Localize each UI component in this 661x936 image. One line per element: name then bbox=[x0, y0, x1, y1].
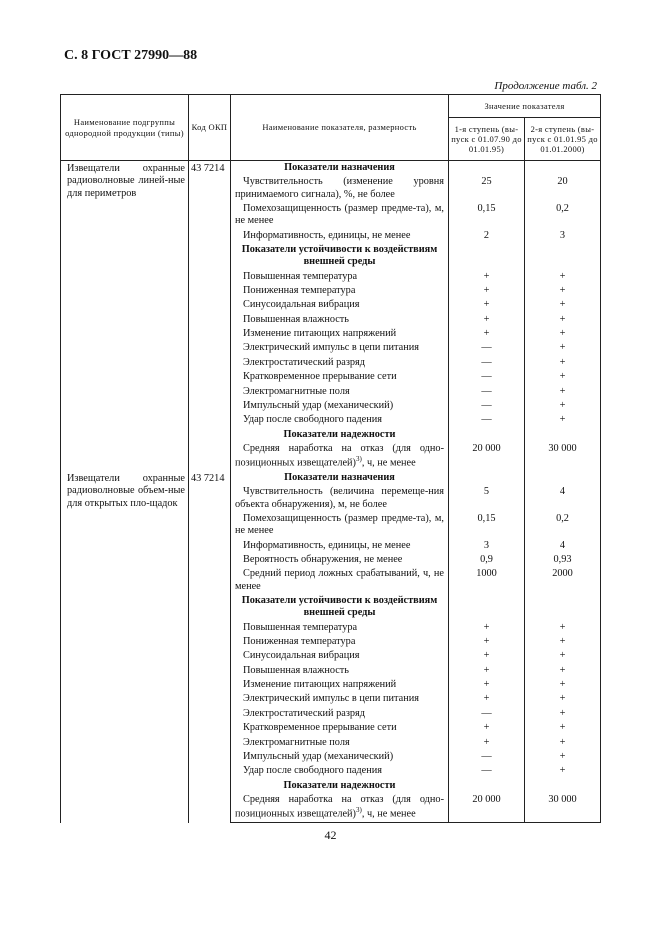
indicator-name bbox=[235, 554, 444, 566]
value-stage2: 0,93 bbox=[525, 553, 601, 567]
indicator-name bbox=[235, 708, 444, 720]
indicator-cell bbox=[231, 298, 449, 312]
indicator-cell bbox=[231, 721, 449, 735]
indicator-text: Чувствительность (величина перемеще-ния объекта обнаружения), м, не более bbox=[235, 486, 444, 510]
value-stage2: + bbox=[525, 664, 601, 678]
indicator-cell bbox=[231, 413, 449, 427]
section-heading bbox=[235, 472, 444, 484]
indicator-text: Электрический импульс в цепи питания bbox=[243, 342, 419, 354]
indicator-text: Вероятность обнаружения, не менее bbox=[243, 554, 403, 566]
indicator-text: Удар после свободного падения bbox=[243, 765, 382, 777]
value-stage1: + bbox=[449, 621, 525, 635]
value-stage2: 20 bbox=[525, 175, 601, 202]
value-stage1: + bbox=[449, 298, 525, 312]
indicator-text: Изменение питающих напряжений bbox=[243, 679, 397, 691]
indicator-name bbox=[235, 203, 444, 228]
indicator-name bbox=[235, 513, 444, 538]
indicator-cell bbox=[231, 385, 449, 399]
indicator-cell bbox=[231, 399, 449, 413]
indicator-name bbox=[235, 299, 444, 311]
value-stage1: 2 bbox=[449, 229, 525, 243]
value-stage2: 3 bbox=[525, 229, 601, 243]
indicator-name bbox=[235, 443, 444, 470]
value-stage1: 0,15 bbox=[449, 202, 525, 229]
value-stage2 bbox=[525, 428, 601, 442]
col-header-group: Наименование подгруппы однородной продукции (типы) bbox=[61, 95, 189, 161]
indicator-name bbox=[235, 285, 444, 297]
indicator-cell bbox=[231, 341, 449, 355]
indicator-name bbox=[235, 357, 444, 369]
indicator-name bbox=[235, 679, 444, 691]
footnote-ref: 3) bbox=[355, 806, 362, 815]
col-header-stage2: 2-я ступень (вы-пуск с 01.01.95 до 01.01.2000) bbox=[525, 118, 601, 161]
value-stage2: 2000 bbox=[525, 567, 601, 594]
indicator-name bbox=[235, 751, 444, 763]
indicator-text: Пониженная температура bbox=[243, 636, 356, 648]
indicator-text: Средняя наработка на отказ (для одно-позиционных извещателей) bbox=[235, 442, 444, 469]
table-row bbox=[61, 471, 601, 485]
section-heading bbox=[235, 595, 444, 620]
value-stage2: + bbox=[525, 750, 601, 764]
section-heading-cell bbox=[231, 471, 449, 485]
value-stage2: + bbox=[525, 721, 601, 735]
indicator-name bbox=[235, 414, 444, 426]
indicator-text: Чувствительность (изменение уровня принимаемого сигнала), %, не более bbox=[235, 176, 444, 200]
value-stage2 bbox=[525, 594, 601, 621]
value-stage2: + bbox=[525, 635, 601, 649]
value-stage1: + bbox=[449, 692, 525, 706]
col-header-indicator: Наименование показателя, размерность bbox=[231, 95, 449, 161]
value-stage1: 0,9 bbox=[449, 553, 525, 567]
value-stage2 bbox=[525, 779, 601, 793]
indicator-name bbox=[235, 737, 444, 749]
indicator-text: Помехозащищенность (размер предме-та), м, не менее bbox=[235, 203, 444, 227]
indicator-name bbox=[235, 230, 444, 242]
indicator-cell bbox=[231, 442, 449, 471]
indicator-name bbox=[235, 693, 444, 705]
col-header-stage1: 1-я ступень (вы-пуск с 01.07.90 до 01.01.95) bbox=[449, 118, 525, 161]
indicator-text: Показатели надежности bbox=[283, 779, 396, 791]
indicator-text: Электрический импульс в цепи питания bbox=[243, 693, 419, 705]
section-heading-cell bbox=[231, 594, 449, 621]
value-stage2: 0,2 bbox=[525, 202, 601, 229]
indicator-name bbox=[235, 371, 444, 383]
value-stage2: + bbox=[525, 385, 601, 399]
indicator-name bbox=[235, 314, 444, 326]
product-group-name: Извещатели охранные радиоволновые линей-ные для периметров bbox=[61, 161, 189, 471]
indicator-name bbox=[235, 568, 444, 593]
indicator-text: Кратковременное прерывание сети bbox=[243, 371, 397, 383]
section-heading bbox=[235, 780, 444, 792]
section-heading-cell bbox=[231, 779, 449, 793]
indicator-name bbox=[235, 636, 444, 648]
value-stage2: + bbox=[525, 413, 601, 427]
value-stage2: + bbox=[525, 370, 601, 384]
indicator-cell bbox=[231, 707, 449, 721]
page-number: 42 bbox=[324, 828, 337, 842]
indicator-cell bbox=[231, 229, 449, 243]
value-stage2 bbox=[525, 161, 601, 176]
value-stage2: + bbox=[525, 678, 601, 692]
indicator-name bbox=[235, 176, 444, 201]
indicator-cell bbox=[231, 736, 449, 750]
indicator-text: Показатели назначения bbox=[284, 471, 395, 483]
indicator-text: Удар после свободного падения bbox=[243, 414, 382, 426]
indicator-text: Средний период ложных срабатываний, ч, не менее bbox=[235, 568, 444, 592]
section-heading-cell bbox=[231, 428, 449, 442]
value-stage1 bbox=[449, 594, 525, 621]
indicator-unit: , ч, не менее bbox=[361, 808, 416, 820]
indicator-text: Информативность, единицы, не менее bbox=[243, 229, 411, 241]
value-stage1: + bbox=[449, 284, 525, 298]
indicator-name bbox=[235, 665, 444, 677]
value-stage1: — bbox=[449, 413, 525, 427]
value-stage2: + bbox=[525, 736, 601, 750]
value-stage1: 3 bbox=[449, 539, 525, 553]
indicator-name bbox=[235, 342, 444, 354]
value-stage1: 1000 bbox=[449, 567, 525, 594]
value-stage1: — bbox=[449, 385, 525, 399]
value-stage1: + bbox=[449, 649, 525, 663]
indicator-name bbox=[235, 650, 444, 662]
value-stage1 bbox=[449, 779, 525, 793]
value-stage2 bbox=[525, 243, 601, 270]
indicator-text: Пониженная температура bbox=[243, 285, 356, 297]
indicator-cell bbox=[231, 539, 449, 553]
indicator-cell bbox=[231, 284, 449, 298]
section-heading bbox=[235, 244, 444, 269]
indicator-cell bbox=[231, 750, 449, 764]
value-stage2: + bbox=[525, 356, 601, 370]
indicator-name bbox=[235, 328, 444, 340]
value-stage2: 0,2 bbox=[525, 512, 601, 539]
value-stage1: — bbox=[449, 764, 525, 778]
indicator-cell bbox=[231, 649, 449, 663]
indicator-name bbox=[235, 765, 444, 777]
col-header-value: Значение показателя bbox=[449, 95, 601, 118]
value-stage1: — bbox=[449, 750, 525, 764]
value-stage1: + bbox=[449, 721, 525, 735]
value-stage1: — bbox=[449, 356, 525, 370]
value-stage1: + bbox=[449, 664, 525, 678]
value-stage2: + bbox=[525, 313, 601, 327]
table-row bbox=[61, 161, 601, 176]
indicator-text: Показатели назначения bbox=[284, 162, 395, 173]
indicator-cell bbox=[231, 485, 449, 512]
value-stage2: 4 bbox=[525, 485, 601, 512]
indicator-cell bbox=[231, 635, 449, 649]
indicator-text: Кратковременное прерывание сети bbox=[243, 722, 397, 734]
indicator-text: Повышенная температура bbox=[243, 270, 358, 282]
indicator-text: Информативность, единицы, не менее bbox=[243, 539, 411, 551]
value-stage1 bbox=[449, 243, 525, 270]
value-stage1: — bbox=[449, 341, 525, 355]
indicator-unit: , ч, не менее bbox=[361, 457, 416, 469]
col-header-code: Код ОКП bbox=[189, 95, 231, 161]
indicator-cell bbox=[231, 370, 449, 384]
indicator-cell bbox=[231, 202, 449, 229]
indicator-text: Синусоидальная вибрация bbox=[243, 650, 360, 662]
value-stage2: + bbox=[525, 284, 601, 298]
indicator-cell bbox=[231, 764, 449, 778]
indicator-cell bbox=[231, 692, 449, 706]
value-stage1: — bbox=[449, 399, 525, 413]
indicator-name bbox=[235, 622, 444, 634]
indicator-name bbox=[235, 794, 444, 821]
value-stage1: + bbox=[449, 678, 525, 692]
value-stage2: + bbox=[525, 764, 601, 778]
value-stage2: 30 000 bbox=[525, 793, 601, 823]
indicator-name bbox=[235, 486, 444, 511]
indicator-text: Повышенная температура bbox=[243, 621, 358, 633]
product-group-name: Извещатели охранные радиоволновые объем-ные для открытых пло-щадок bbox=[61, 471, 189, 823]
indicator-text: Показатели надежности bbox=[283, 428, 396, 440]
indicator-cell bbox=[231, 553, 449, 567]
value-stage2: + bbox=[525, 298, 601, 312]
value-stage1: 5 bbox=[449, 485, 525, 512]
indicator-cell bbox=[231, 356, 449, 370]
indicator-text: Электромагнитные поля bbox=[243, 736, 350, 748]
indicator-text: Импульсный удар (механический) bbox=[243, 399, 394, 411]
value-stage2: + bbox=[525, 621, 601, 635]
value-stage1 bbox=[449, 428, 525, 442]
value-stage1: 25 bbox=[449, 175, 525, 202]
indicator-cell bbox=[231, 512, 449, 539]
indicator-text: Электростатический разряд bbox=[243, 707, 366, 719]
okp-code: 43 7214 bbox=[189, 161, 231, 471]
value-stage1: 0,15 bbox=[449, 512, 525, 539]
indicator-cell bbox=[231, 621, 449, 635]
indicator-name bbox=[235, 540, 444, 552]
indicator-text: Электромагнитные поля bbox=[243, 385, 350, 397]
table-continuation-label: Продолжение табл. 2 bbox=[494, 80, 597, 92]
value-stage2: + bbox=[525, 327, 601, 341]
indicator-cell bbox=[231, 793, 449, 823]
indicator-cell bbox=[231, 175, 449, 202]
value-stage1 bbox=[449, 161, 525, 176]
value-stage1: 20 000 bbox=[449, 793, 525, 823]
section-heading bbox=[235, 162, 444, 174]
value-stage2: 4 bbox=[525, 539, 601, 553]
value-stage1 bbox=[449, 471, 525, 485]
indicator-name bbox=[235, 271, 444, 283]
indicator-name bbox=[235, 722, 444, 734]
indicator-text: Электростатический разряд bbox=[243, 356, 366, 368]
indicator-cell bbox=[231, 567, 449, 594]
indicator-cell bbox=[231, 313, 449, 327]
value-stage1: + bbox=[449, 313, 525, 327]
indicator-text: Показатели устойчивости к воздействиям внешней среды bbox=[241, 244, 438, 268]
value-stage2: + bbox=[525, 399, 601, 413]
okp-code: 43 7214 bbox=[189, 471, 231, 823]
indicator-name bbox=[235, 386, 444, 398]
section-heading-cell bbox=[231, 161, 449, 176]
value-stage2 bbox=[525, 471, 601, 485]
indicator-name bbox=[235, 400, 444, 412]
indicator-cell bbox=[231, 270, 449, 284]
indicator-cell bbox=[231, 664, 449, 678]
indicator-cell bbox=[231, 327, 449, 341]
value-stage1: + bbox=[449, 327, 525, 341]
indicator-text: Синусоидальная вибрация bbox=[243, 299, 360, 311]
value-stage1: — bbox=[449, 707, 525, 721]
indicator-text: Повышенная влажность bbox=[243, 664, 349, 676]
indicator-text: Показатели устойчивости к воздействиям внешней среды bbox=[241, 595, 438, 619]
indicator-text: Помехозащищенность (размер предме-та), м, не менее bbox=[235, 513, 444, 537]
value-stage1: + bbox=[449, 270, 525, 284]
indicator-text: Повышенная влажность bbox=[243, 313, 349, 325]
value-stage2: + bbox=[525, 692, 601, 706]
indicator-text: Импульсный удар (механический) bbox=[243, 750, 394, 762]
section-heading bbox=[235, 429, 444, 441]
value-stage1: — bbox=[449, 370, 525, 384]
value-stage2: + bbox=[525, 649, 601, 663]
value-stage2: + bbox=[525, 707, 601, 721]
indicator-text: Изменение питающих напряжений bbox=[243, 328, 397, 340]
value-stage1: + bbox=[449, 635, 525, 649]
value-stage1: + bbox=[449, 736, 525, 750]
value-stage1: 20 000 bbox=[449, 442, 525, 471]
page-header: С. 8 ГОСТ 27990—88 bbox=[64, 48, 198, 63]
value-stage2: 30 000 bbox=[525, 442, 601, 471]
table-body bbox=[61, 161, 601, 823]
value-stage2: + bbox=[525, 341, 601, 355]
indicator-text: Средняя наработка на отказ (для одно-позиционных извещателей) bbox=[235, 793, 444, 820]
indicator-cell bbox=[231, 678, 449, 692]
section-heading-cell bbox=[231, 243, 449, 270]
footnote-ref: 3) bbox=[355, 455, 362, 464]
indicators-table bbox=[60, 94, 601, 823]
value-stage2: + bbox=[525, 270, 601, 284]
